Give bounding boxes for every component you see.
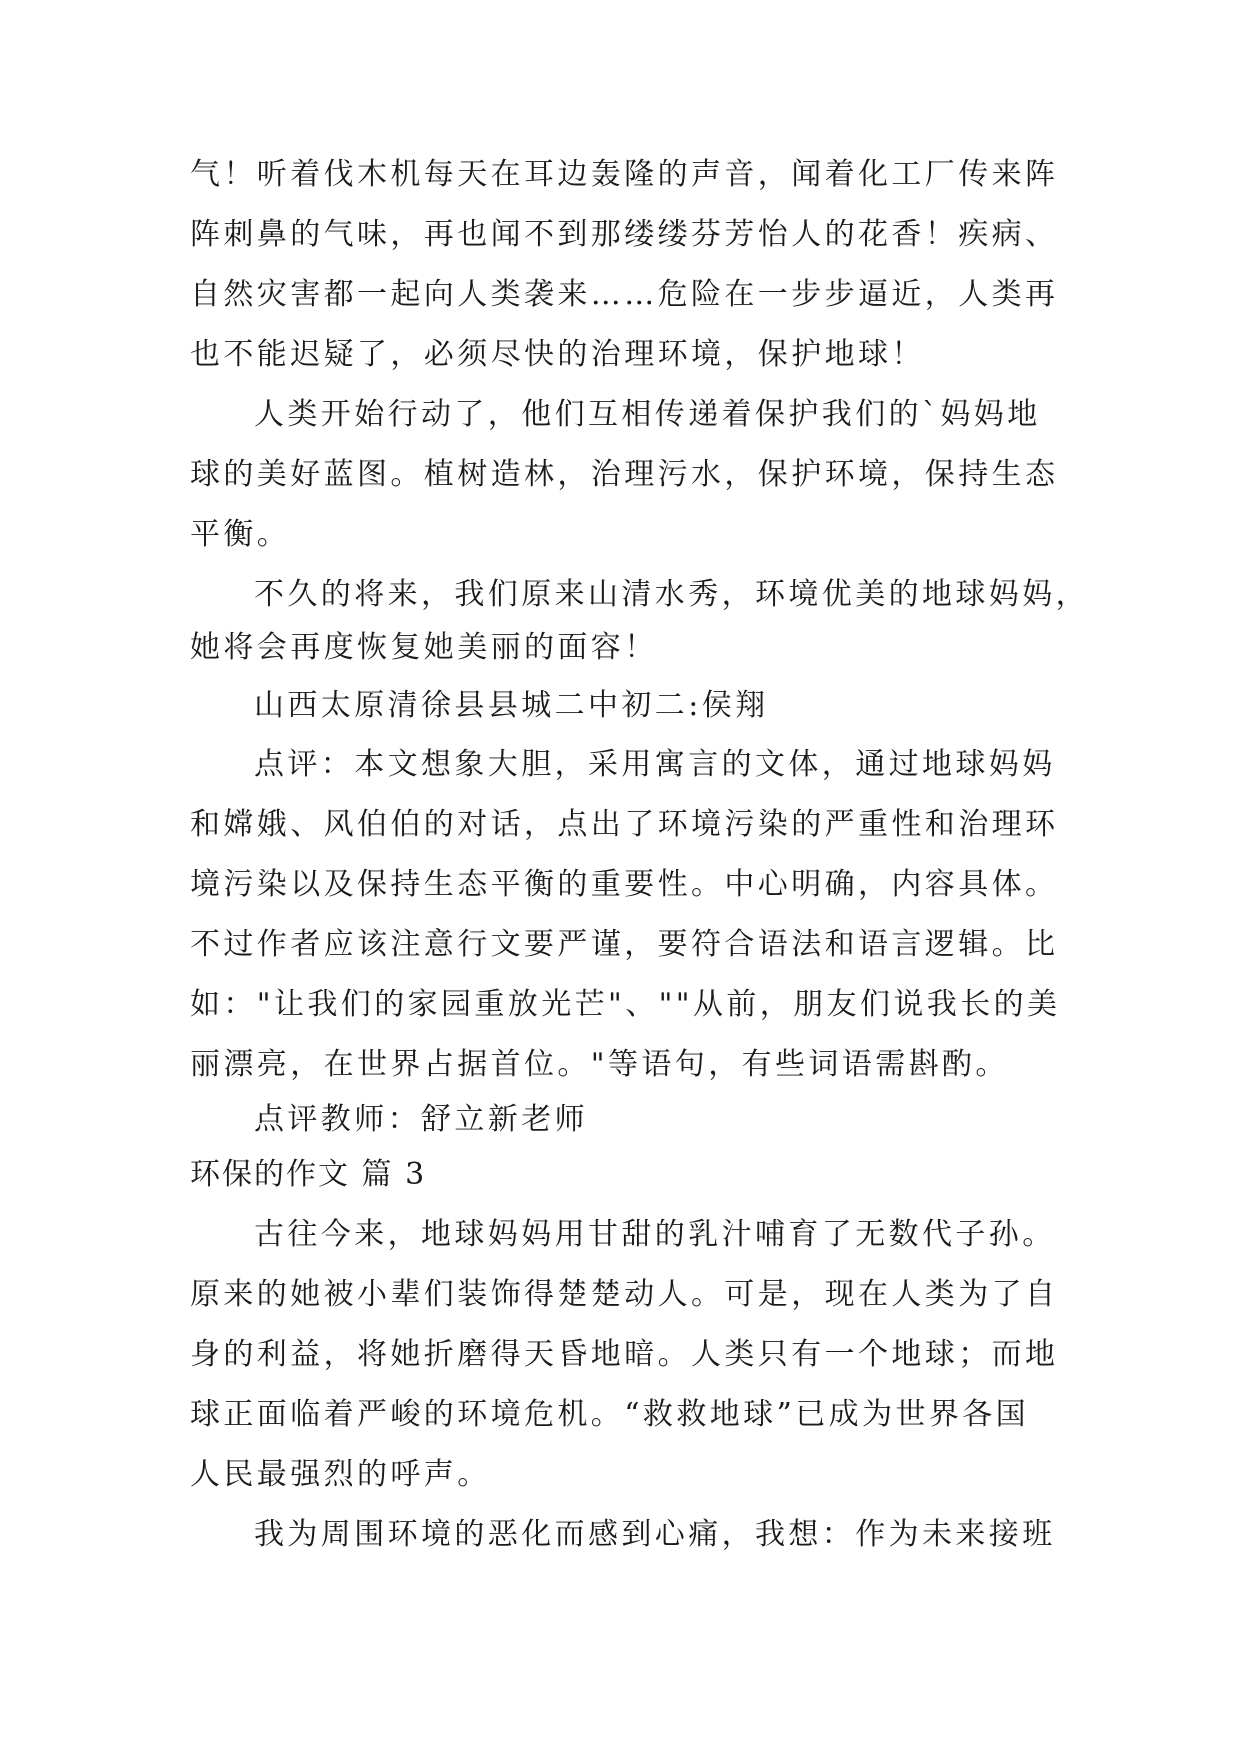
paragraph-first-line: 古往今来，地球妈妈用甘甜的乳汁哺育了无数代子孙。 [254, 1217, 1056, 1252]
author-line: 山西太原清徐县县城二中初二:侯翔 [254, 688, 769, 723]
reviewer-line: 点评教师：舒立新老师 [254, 1102, 588, 1137]
paragraph-first-line: 我为周围环境的恶化而感到心痛，我想：作为未来接班 [254, 1517, 1056, 1552]
paragraph-first-line: 人类开始行动了，他们互相传递着保护我们的`妈妈地 [254, 397, 1041, 432]
text-line: 人民最强烈的呼声。 [190, 1457, 491, 1492]
text-line: 球正面临着严峻的环境危机。“救救地球”已成为世界各国 [190, 1397, 1030, 1432]
text-line: 和嫦娥、风伯伯的对话，点出了环境污染的严重性和治理环 [190, 807, 1059, 842]
text-line: 球的美好蓝图。植树造林，治理污水，保护环境，保持生态 [190, 457, 1059, 492]
text-line: 平衡。 [190, 517, 291, 552]
text-line: 也不能迟疑了，必须尽快的治理环境，保护地球！ [190, 337, 925, 372]
text-line: 境污染以及保持生态平衡的重要性。中心明确，内容具体。 [190, 867, 1059, 902]
text-line: 丽漂亮，在世界占据首位。"等语句，有些词语需斟酌。 [190, 1047, 1009, 1082]
text-line: 气！听着伐木机每天在耳边轰隆的声音，闻着化工厂传来阵 [190, 157, 1059, 192]
text-line: 如："让我们的家园重放光芒"、""从前，朋友们说我长的美 [190, 987, 1061, 1022]
text-line: 她将会再度恢复她美丽的面容！ [190, 630, 658, 665]
section-heading: 环保的作文 篇 3 [190, 1157, 427, 1192]
text-line: 原来的她被小辈们装饰得楚楚动人。可是，现在人类为了自 [190, 1277, 1059, 1312]
text-line: 阵刺鼻的气味，再也闻不到那缕缕芬芳怡人的花香！疾病、 [190, 217, 1059, 252]
paragraph-first-line: 不久的将来，我们原来山清水秀，环境优美的地球妈妈， [254, 577, 1089, 612]
text-line: 身的利益，将她折磨得天昏地暗。人类只有一个地球；而地 [190, 1337, 1059, 1372]
comment-first-line: 点评：本文想象大胆，采用寓言的文体，通过地球妈妈 [254, 747, 1056, 782]
text-line: 不过作者应该注意行文要严谨，要符合语法和语言逻辑。比 [190, 927, 1059, 962]
text-line: 自然灾害都一起向人类袭来……危险在一步步逼近，人类再 [190, 277, 1059, 312]
